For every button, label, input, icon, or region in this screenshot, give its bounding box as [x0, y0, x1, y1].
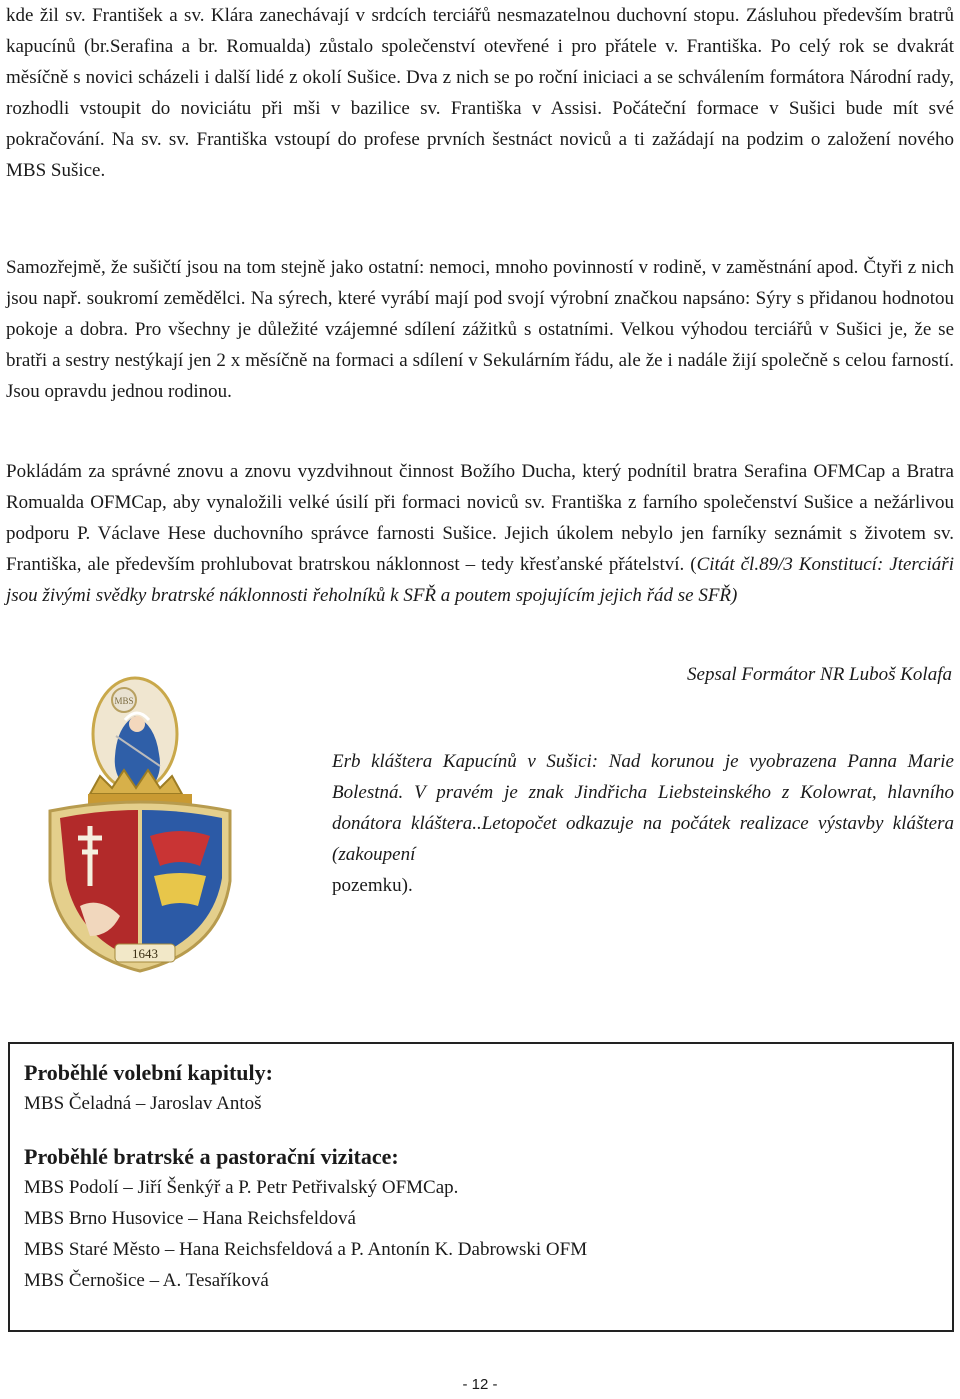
visit-item: MBS Staré Město – Hana Reichsfeldová a P. Antonín K. Dabrowski OFM: [24, 1239, 588, 1260]
visit-item: MBS Podolí – Jiří Šenkýř a P. Petr Petřivalský OFMCap.: [24, 1177, 459, 1198]
image-caption: [332, 746, 954, 901]
chapter-item: MBS Čeladná – Jaroslav Antoš: [24, 1093, 262, 1114]
visit-item: MBS Brno Husovice – Hana Reichsfeldová: [24, 1208, 356, 1229]
chapters-heading: Proběhlé volební kapituly:: [24, 1060, 273, 1085]
crest-monogram: MBS: [114, 696, 134, 706]
signature: Sepsal Formátor NR Luboš Kolafa: [687, 664, 952, 685]
crest-year: 1643: [132, 946, 158, 961]
paragraph-3: [6, 456, 954, 611]
caption-text: Erb kláštera Kapucínů v Sušici: Nad korunou je vyobrazena Panna Marie Bolestná. V pravém je znak Jindřicha Liebsteinského z Kolowrat, hlavního donátora kláštera..Letopočet odkazuje na počátek realizace výstavby kláštera (zakoupení: [332, 751, 954, 865]
visit-item: MBS Černošice – A. Tesaříková: [24, 1270, 269, 1291]
events-box: [8, 1042, 954, 1332]
constitution-quote: Citát čl.89/3 Konstitucí: Jterciáři jsou živými svědky bratrské náklonnosti řeholníků k SFŘ a poutem spojujícím jejich řád se SFŘ): [6, 554, 954, 606]
caption-tail: pozemku).: [332, 875, 413, 896]
paragraph-2: Samozřejmě, že sušičtí jsou na tom stejně jako ostatní: nemoci, mnoho povinností v rodině, v zaměstnání apod. Čtyři z nich jsou např. soukromí zemědělci. Na sýrech, které vyrábí mají pod svojí výrobní značkou napsáno: Sýry s přidanou hodnotou pokoje a dobra. Pro všechny je důležité vzájemné sdílení zážitků s ostatními. Velkou výhodou terciářů v Sušici je, že se bratři a sestry nestýkají jen 2 x měsíčně na formaci a sdílení v Sekulárním řádu, ale že i nadále žijí společně s celou farností. Jsou opravdu jednou rodinou.: [6, 257, 954, 402]
coat-of-arms-image: [20, 676, 270, 976]
paragraph-3-text: Pokládám za správné znovu a znovu vyzdvihnout činnost Božího Ducha, který podnítil bratra Serafina OFMCap a Bratra Romualda OFMCap, aby vynaložili velké úsilí při formaci noviců sv. Františka z farního společenství Sušice a nežárlivou podporu P. Václave Hese duchovního správce farnosti Sušice. Jejich úkolem nebylo jen farníky seznámit s životem sv. Františka, ale především prohlubovat bratrskou náklonnost – tedy křesťanské přátelství. (: [6, 461, 954, 575]
page-number: - 12 -: [462, 1376, 498, 1393]
visits-heading: Proběhlé bratrské a pastorační vizitace:: [24, 1144, 399, 1169]
paragraph-1: kde žil sv. František a sv. Klára zanechávají v srdcích terciářů nesmazatelnou duchovní stopu. Zásluhou především bratrů kapucínů (br.Serafina a br. Romualda) zůstalo společenství otevřené i pro přátele v. Františka. Po celý rok se dvakrát měsíčně s novici scházeli i další lidé z okolí Sušice. Dva z nich se po roční iniciaci a se schválením formátora Národní rady, rozhodli vstoupit do noviciátu při mši v bazilice sv. Františka v Assisi. Počáteční formace v Sušici bude mít své pokračování. Na sv. sv. Františka vstoupí do profese prvních šestnáct noviců a ti zažádají na podzim o založení nového MBS Sušice.: [6, 5, 954, 181]
